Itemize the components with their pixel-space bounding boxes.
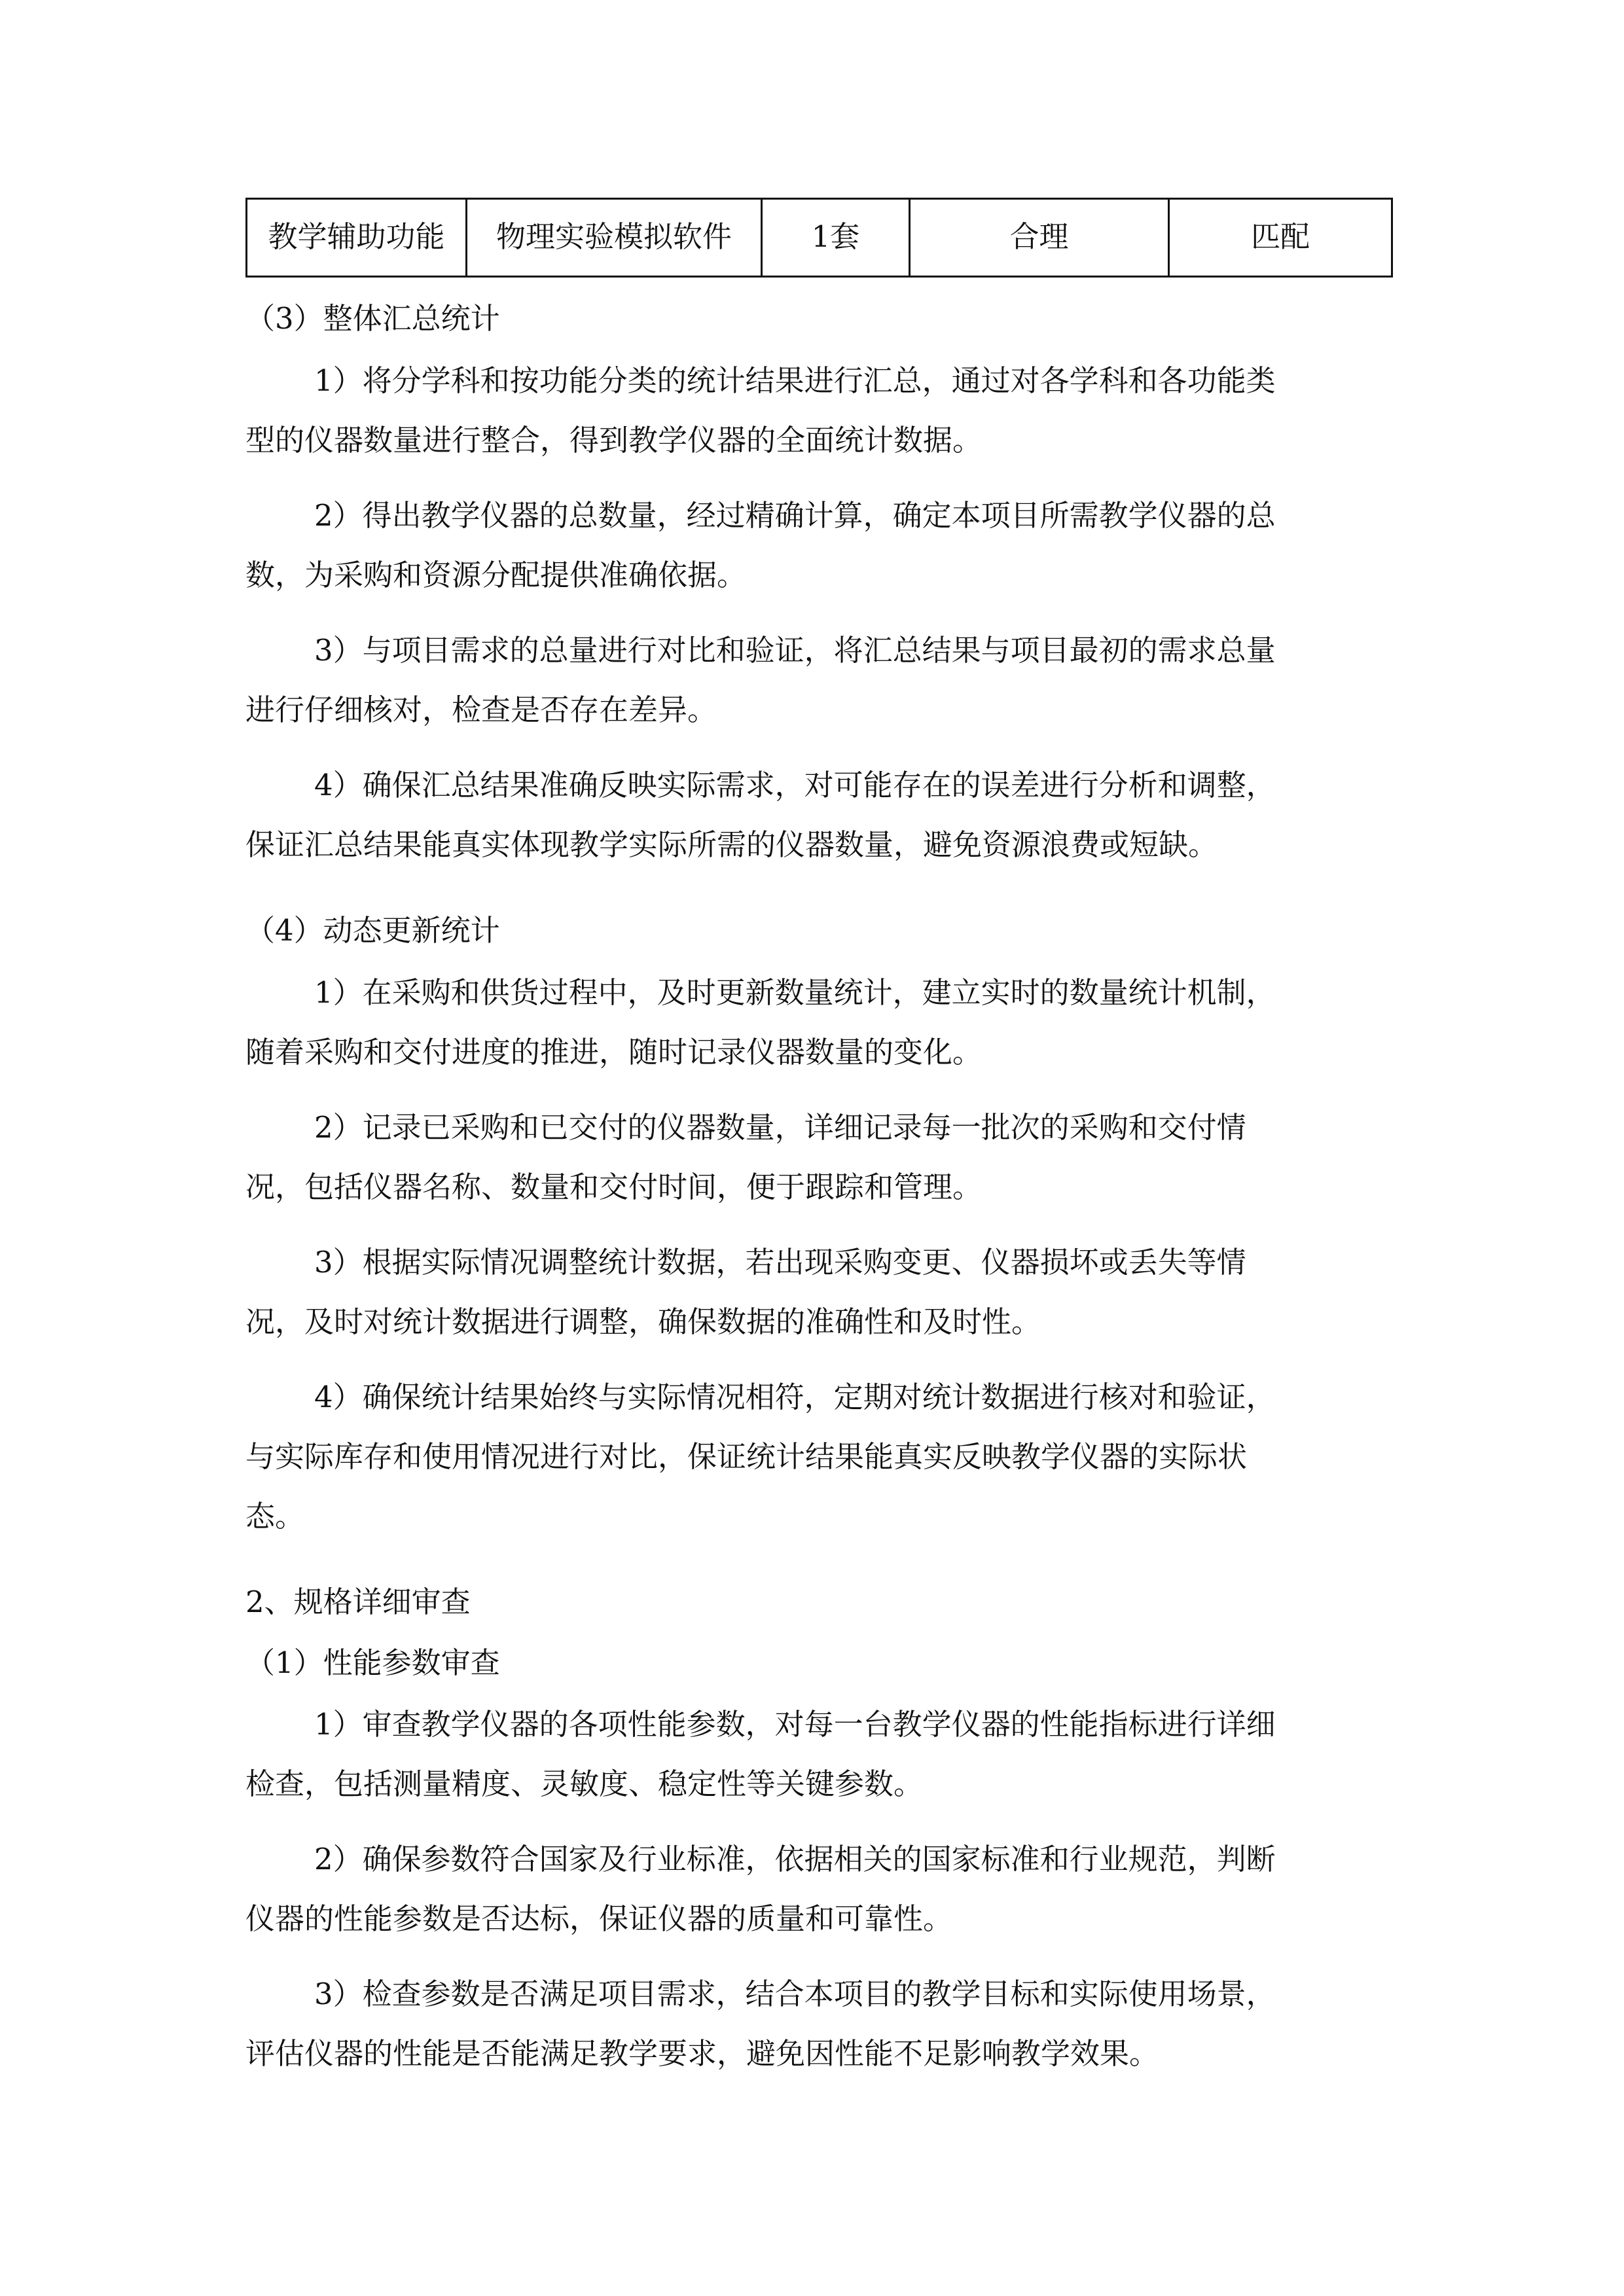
paragraph-line: 2）确保参数符合国家及行业标准，依据相关的国家标准和行业规范，判断 [314,1842,1276,1876]
paragraph-line: 保证汇总结果能真实体现教学实际所需的仪器数量，避免资源浪费或短缺。 [245,827,1218,862]
paragraph [245,963,1391,1082]
paragraph-line: 1）审查教学仪器的各项性能参数，对每一台教学仪器的性能指标进行详细 [314,1707,1276,1742]
paragraph-line: 3）根据实际情况调整统计数据，若出现采购变更、仪器损坏或丢失等情 [314,1245,1246,1280]
paragraph-line: 仪器的性能参数是否达标，保证仪器的质量和可靠性。 [245,1901,953,1936]
paragraph-line: 1）在采购和供货过程中，及时更新数量统计，建立实时的数量统计机制， [314,975,1276,1010]
paragraph-line: 2）记录已采购和已交付的仪器数量，详细记录每一批次的采购和交付情 [314,1110,1246,1145]
paragraph-line: 4）确保汇总结果准确反映实际需求，对可能存在的误差进行分析和调整， [314,768,1276,802]
paragraph-line: 进行仔细核对，检查是否存在差异。 [245,692,717,727]
table-row [247,199,1392,277]
section-heading: （1）性能参数审查 [245,1645,500,1680]
paragraph [245,1098,1391,1217]
paragraph [245,1367,1391,1546]
table-cell-item: 物理实验模拟软件 [467,199,762,277]
instrument-table [245,198,1393,278]
paragraph [245,486,1391,605]
paragraph-line: 1）将分学科和按功能分类的统计结果进行汇总，通过对各学科和各功能类 [314,363,1276,398]
paragraph-line: 4）确保统计结果始终与实际情况相符，定期对统计数据进行核对和验证， [314,1380,1276,1414]
paragraph-line: 随着采购和交付进度的推进，随时记录仪器数量的变化。 [245,1035,983,1069]
paragraph [245,755,1391,874]
paragraph [245,1232,1391,1352]
paragraph-line: 评估仪器的性能是否能满足教学要求，避免因性能不足影响教学效果。 [245,2036,1159,2071]
paragraph-line: 况，及时对统计数据进行调整，确保数据的准确性和及时性。 [245,1304,1041,1339]
paragraph-line: 检查，包括测量精度、灵敏度、稳定性等关键参数。 [245,1767,924,1801]
paragraph [245,1695,1391,1814]
paragraph-line: 态。 [245,1499,305,1534]
chapter-heading: 2、规格详细审查 [245,1585,471,1619]
paragraph-line: 3）与项目需求的总量进行对比和验证，将汇总结果与项目最初的需求总量 [314,633,1276,668]
table-cell-match: 匹配 [1169,199,1392,277]
paragraph [245,351,1391,470]
paragraph-line: 与实际库存和使用情况进行对比，保证统计结果能真实反映教学仪器的实际状 [245,1439,1248,1474]
table-cell-quantity: 1套 [762,199,910,277]
paragraph-line: 数，为采购和资源分配提供准确依据。 [245,558,747,592]
paragraph [245,1964,1391,2083]
section-heading: （4）动态更新统计 [245,913,500,948]
paragraph [245,620,1391,740]
paragraph-line: 型的仪器数量进行整合，得到教学仪器的全面统计数据。 [245,423,983,457]
paragraph-line: 3）检查参数是否满足项目需求，结合本项目的教学目标和实际使用场景， [314,1977,1276,2011]
paragraph-line: 2）得出教学仪器的总数量，经过精确计算，确定本项目所需教学仪器的总 [314,498,1276,533]
section-heading: （3）整体汇总统计 [245,301,500,336]
paragraph [245,1829,1391,1948]
paragraph-line: 况，包括仪器名称、数量和交付时间，便于跟踪和管理。 [245,1170,983,1204]
table-cell-category: 教学辅助功能 [247,199,467,277]
table-cell-reasonable: 合理 [910,199,1169,277]
